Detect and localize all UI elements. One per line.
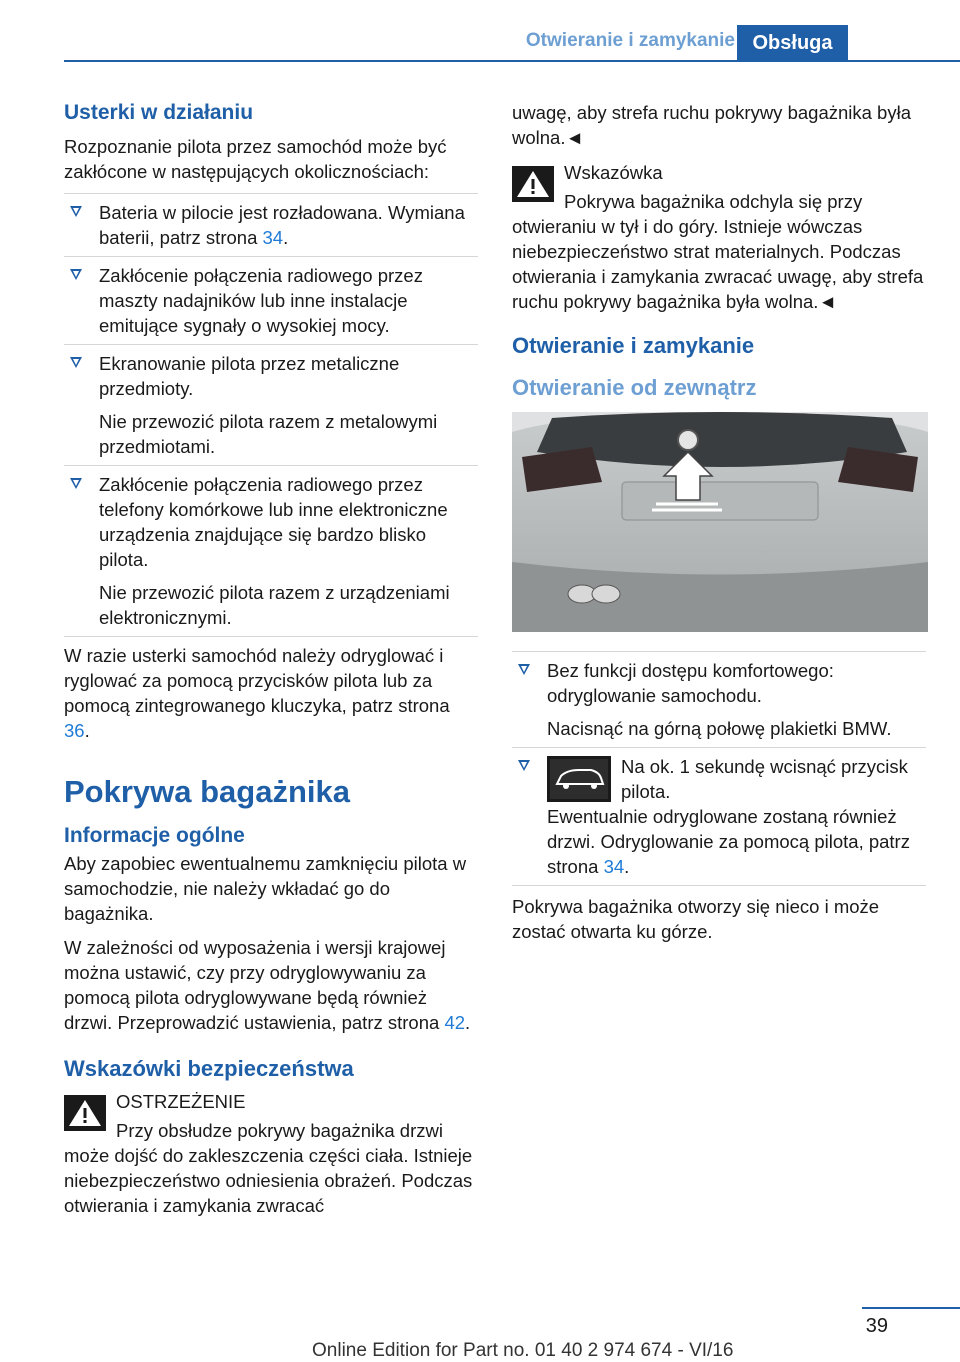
warning-block bbox=[64, 1089, 478, 1218]
step-unlock-note: Nacisnąć na górną połowę plakietki BMW. bbox=[547, 718, 892, 739]
fault-outro: W razie usterki samochód należy odryglować i ryglować za pomocą przycisków pilota lub za pomocą zintegrowanego kluczyka, patrz strona 36. bbox=[64, 645, 450, 741]
bullet-triangle-icon bbox=[70, 357, 82, 368]
header-rule bbox=[64, 60, 960, 62]
list-item bbox=[64, 345, 478, 466]
outside-opening-heading: Otwieranie od zewnątrz bbox=[512, 375, 757, 400]
page-link-34[interactable]: 34 bbox=[262, 227, 284, 248]
bullet-triangle-icon bbox=[518, 760, 530, 771]
edition-text: Online Edition for Part no. 01 40 2 974 674 - VI/16 bbox=[312, 1340, 734, 1361]
fault-radio-masts-text: Zakłócenie połączenia radiowego przez maszty nadajników lub inne instalacje emitujące sygnały o wysokiej mocy. bbox=[99, 265, 423, 336]
faults-intro: Rozpoznanie pilota przez samochód może być zakłócone w następujących okolicznościach: bbox=[64, 136, 447, 182]
left-column bbox=[64, 100, 478, 1228]
note-text: Pokrywa bagażnika odchyla się przy otwieraniu w tył i do góry. Istnieje wówczas niebezpieczeństwo strat materialnych. Podczas otwierania i zamykania zwracać uwagę, aby strefa ruchu pokrywy bagażnika była wolna.◄ bbox=[512, 191, 924, 312]
note-block bbox=[512, 160, 926, 314]
opening-steps-list bbox=[512, 651, 926, 886]
fault-shielding-note: Nie przewozić pilota razem z metalowymi przedmiotami. bbox=[99, 411, 438, 457]
remote-trunk-button-icon bbox=[547, 756, 611, 802]
fault-battery-text: Bateria w pilocie jest rozładowana. Wymiana baterii, patrz strona bbox=[99, 202, 465, 248]
general-paragraph-1: Aby zapobiec ewentualnemu zamknięciu pilota w samochodzie, nie należy wkładać go do bagażnika. bbox=[64, 853, 467, 924]
list-item bbox=[512, 748, 926, 886]
page-link-34[interactable]: 34 bbox=[603, 856, 625, 877]
header-section-title: Otwieranie i zamykanie bbox=[525, 30, 735, 51]
step-unlock-text: Bez funkcji dostępu komfortowego: odryglowanie samochodu. bbox=[547, 660, 834, 706]
note-title: Wskazówka bbox=[564, 162, 663, 183]
general-paragraph-2: W zależności od wyposażenia i wersji krajowej można ustawić, czy przy odryglowywaniu za pomocą pilota odryglowywane będą również drzwi. Przeprowadzić ustawienia, patrz strona 42. bbox=[64, 937, 471, 1033]
header-chapter-tab: Obsługa bbox=[737, 25, 848, 61]
bullet-triangle-icon bbox=[70, 478, 82, 489]
fault-phones-note: Nie przewozić pilota razem z urządzeniami elektronicznymi. bbox=[99, 582, 450, 628]
caution-triangle-icon bbox=[512, 166, 554, 202]
final-paragraph: Pokrywa bagażnika otworzy się nieco i może zostać otwarta ku górze. bbox=[512, 896, 880, 942]
list-item: Bateria w pilocie jest rozładowana. Wymiana baterii, patrz strona 34. bbox=[64, 193, 478, 257]
right-column bbox=[512, 100, 926, 953]
page-link-42[interactable]: 42 bbox=[444, 1012, 466, 1033]
page-link-36[interactable]: 36 bbox=[64, 720, 85, 741]
bullet-triangle-icon bbox=[518, 664, 530, 675]
open-close-heading: Otwieranie i zamykanie bbox=[512, 333, 755, 358]
step-remote-text: Na ok. 1 sekundę wcisnąć przycisk pilota. bbox=[621, 756, 908, 802]
footer-rule bbox=[862, 1307, 960, 1309]
fault-phones-text: Zakłócenie połączenia radiowego przez telefony komórkowe lub inne elektroniczne urządzenia znajdujące się bardzo blisko pilota. bbox=[99, 474, 448, 570]
page-number: 39 bbox=[865, 1315, 888, 1337]
list-item bbox=[512, 651, 926, 748]
warning-text: Przy obsłudze pokrywy bagażnika drzwi może dojść do zakleszczenia części ciała. Istnieje niebezpieczeństwo odniesienia obrażeń. Podczas otwierania i zamykania zwracać bbox=[64, 1120, 473, 1216]
list-item bbox=[64, 257, 478, 345]
general-heading: Informacje ogólne bbox=[64, 824, 245, 847]
warning-triangle-icon bbox=[64, 1095, 106, 1131]
faults-list bbox=[64, 193, 478, 637]
trunk-heading: Pokrywa bagażnika bbox=[64, 774, 351, 809]
warning-continuation: uwagę, aby strefa ruchu pokrywy bagażnika była wolna.◄ bbox=[512, 102, 911, 148]
list-item bbox=[64, 466, 478, 637]
bullet-triangle-icon bbox=[70, 206, 82, 217]
faults-heading: Usterki w działaniu bbox=[64, 101, 254, 124]
bullet-triangle-icon bbox=[70, 269, 82, 280]
car-rear-illustration bbox=[512, 412, 928, 632]
safety-heading: Wskazówki bezpieczeństwa bbox=[64, 1056, 354, 1081]
fault-shielding-text: Ekranowanie pilota przez metaliczne przedmioty. bbox=[99, 353, 400, 399]
step-remote-note: Ewentualnie odryglowane zostaną również drzwi. Odryglowanie za pomocą pilota, patrz strona 34. bbox=[547, 806, 910, 877]
warning-title: OSTRZEŻENIE bbox=[116, 1091, 246, 1112]
